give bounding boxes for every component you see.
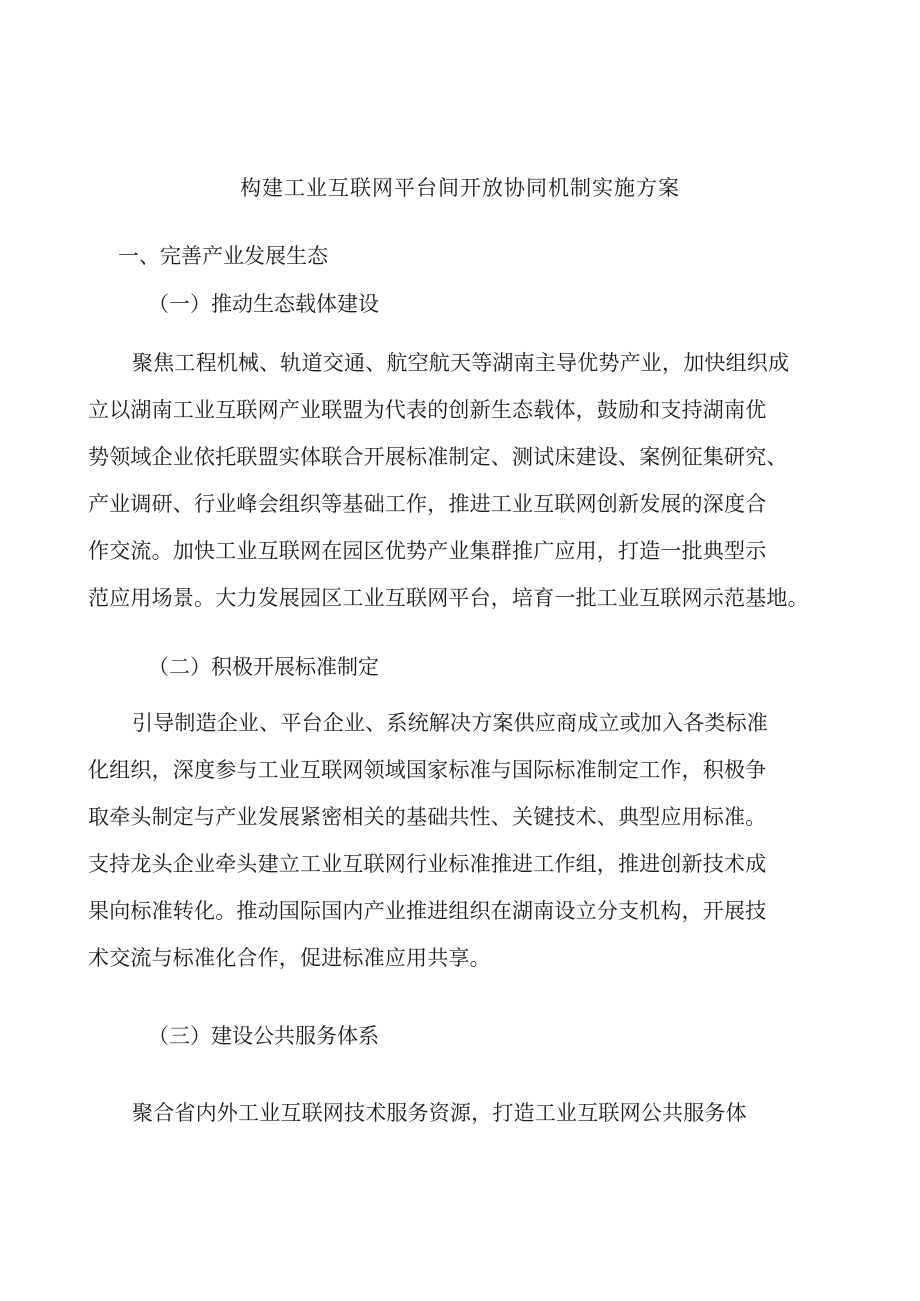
paragraph-line: 势领域企业依托联盟实体联合开展标准制定、测试床建设、案例征集研究、 (88, 445, 788, 469)
paragraph-public-service (88, 1090, 848, 1137)
document-title: 构建工业互联网平台间开放协同机制实施方案 (240, 176, 680, 200)
paragraph-line: 范应用场景。大力发展园区工业互联网平台，培育一批工业互联网示范基地。 (88, 586, 809, 610)
subsection-heading-2: （二）积极开展标准制定 (148, 655, 379, 679)
paragraph-line: 聚合省内外工业互联网技术服务资源，打造工业互联网公共服务体 (132, 1101, 747, 1125)
paragraph-ecosystem (88, 340, 848, 622)
subsection-heading-3: （三）建设公共服务体系 (148, 1024, 379, 1048)
paragraph-line: 引导制造企业、平台企业、系统解决方案供应商成立或加入各类标准 (132, 711, 768, 735)
subsection-heading-1: （一）推动生态载体建设 (148, 292, 379, 316)
paragraph-line: 作交流。加快工业互联网在园区优势产业集群推广应用，打造一批典型示 (88, 539, 767, 563)
paragraph-line: 立以湖南工业互联网产业联盟为代表的创新生态载体，鼓励和支持湖南优 (88, 398, 767, 422)
paragraph-standards (88, 700, 848, 982)
paragraph-line: 聚焦工程机械、轨道交通、航空航天等湖南主导优势产业，加快组织成 (132, 351, 790, 375)
paragraph-line: 术交流与标准化合作，促进标准应用共享。 (88, 946, 491, 970)
paragraph-line: 产业调研、行业峰会组织等基础工作，推进工业互联网创新发展的深度合 (88, 492, 767, 516)
section-heading-1: 一、完善产业发展生态 (118, 244, 328, 268)
paragraph-line: 果向标准转化。推动国际国内产业推进组织在湖南设立分支机构，开展技 (88, 899, 767, 923)
paragraph-line: 支持龙头企业牵头建立工业互联网行业标准推进工作组，推进创新技术成 (88, 852, 767, 876)
paragraph-line: 化组织，深度参与工业互联网领域国家标准与国际标准制定工作，积极争 (88, 758, 767, 782)
paragraph-line: 取牵头制定与产业发展紧密相关的基础共性、关键技术、典型应用标准。 (88, 805, 767, 829)
